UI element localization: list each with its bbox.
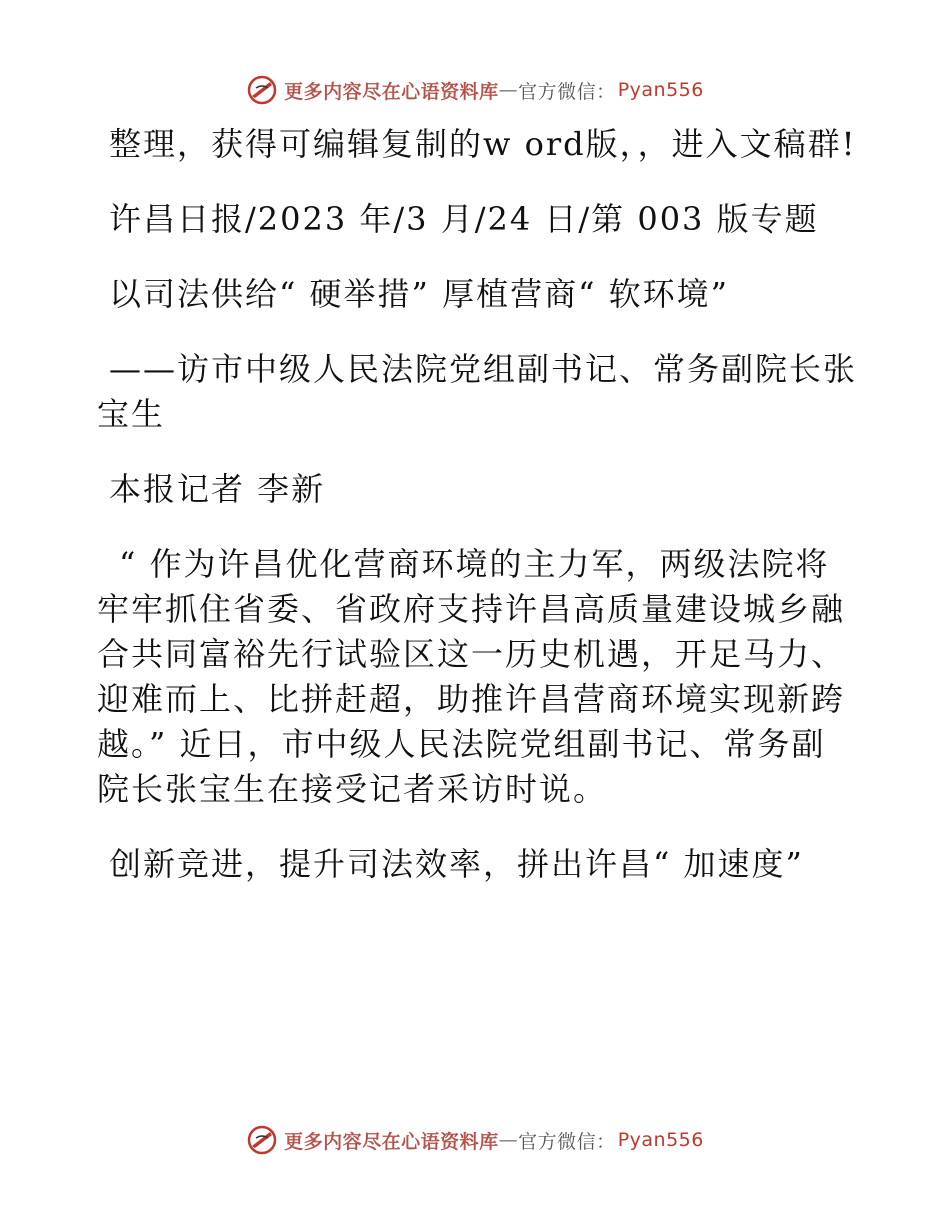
header-watermark [0, 70, 950, 110]
watermark-main-text: 更多内容尽在心语资料库 [284, 1130, 499, 1153]
headline: 以司法供给“ 硬举措” 厚植营商“ 软环境” [109, 275, 729, 313]
watermark-separator: — [498, 79, 519, 101]
watermark-separator: — [498, 1129, 519, 1151]
subheadline: ——访市中级人民法院党组副书记、常务副院长张宝生 [97, 350, 858, 433]
logo-icon [246, 1124, 278, 1156]
watermark-official-label: 官方微信： [518, 1130, 616, 1153]
byline: 本报记者 李新 [109, 470, 326, 508]
source-line: 许昌日报/2023 年/3 月/24 日/第 003 版专题 [109, 200, 819, 238]
watermark-wechat-id: Pyan556 [617, 79, 704, 101]
body-paragraph: “ 作为许昌优化营商环境的主力军，两级法院将牢牢抓住省委、省政府支持许昌高质量建设城乡融合共同富裕先行试验区这一历史机遇，开足马力、迎难而上、比拼赶超，助推许昌营商环境实现新跨越。” 近日，市中级人民法院党组副书记、常务副院长张宝生在接受记者采访时说。 [97, 545, 846, 808]
watermark-wechat-id: Pyan556 [617, 1129, 704, 1151]
section-heading: 创新竞进，提升司法效率，拼出许昌“ 加速度” [109, 845, 804, 883]
footer-watermark [0, 1120, 950, 1160]
logo-icon [246, 74, 278, 106]
intro-paragraph: 整理，获得可编辑复制的w ord版，，进入文稿群! [109, 125, 857, 163]
document-body [97, 122, 857, 917]
watermark-official-label: 官方微信： [518, 80, 616, 103]
watermark-main-text: 更多内容尽在心语资料库 [284, 80, 499, 103]
